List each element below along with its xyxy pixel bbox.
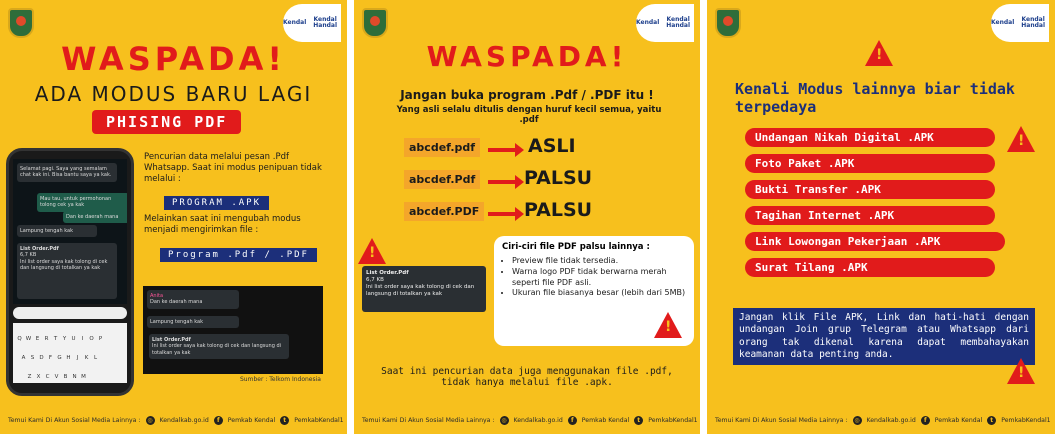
warning-icon (1007, 358, 1035, 384)
instagram-link[interactable]: Kendalkab.go.id (866, 416, 916, 424)
modus-item: Link Lowongan Pekerjaan .APK (745, 232, 1005, 251)
label-palsu: PALSU (524, 167, 593, 189)
logo-text-right: Kendal Handal (666, 16, 691, 29)
warning-icon (654, 312, 682, 338)
twitter-icon: t (280, 416, 289, 425)
keyboard-key[interactable]: N (72, 374, 77, 380)
social-footer (707, 412, 1055, 428)
keyboard-key[interactable]: D (39, 355, 44, 361)
intro-text: Pencurian data melalui pesan .Pdf Whatsapp. Saat ini modus penipuan tidak melalui : (144, 152, 322, 185)
keyboard-key[interactable]: B (63, 374, 68, 380)
facebook-icon: f (568, 416, 577, 425)
chat-message: Selamat pagi. Saya yang semalam chat kak ini. Bisa bantu saya ya kak. (17, 163, 117, 182)
heading: Kenali Modus lainnya biar tidak terpedaya (735, 80, 1015, 116)
instagram-link[interactable]: Kendalkab.go.id (513, 416, 563, 424)
twitter-link[interactable]: PemkabKendal1 (648, 416, 698, 424)
chat-screenshot (143, 286, 323, 374)
file-message (17, 243, 117, 299)
twitter-icon: t (634, 416, 643, 425)
panel-2 (354, 0, 700, 434)
phising-tag: PHISING PDF (92, 110, 241, 134)
keyboard-key[interactable]: I (81, 336, 84, 342)
warning-icon (865, 40, 893, 66)
keyboard-key[interactable]: H (66, 355, 71, 361)
chat-message: Lampung tengah kak (17, 225, 97, 237)
kendal-crest-icon (715, 8, 741, 38)
keyboard-key[interactable]: C (45, 374, 50, 380)
keyboard[interactable] (13, 323, 127, 383)
keyboard-key[interactable]: J (76, 355, 79, 361)
title: WASPADA! (61, 40, 286, 78)
file-name: List Order.Pdf (366, 270, 409, 276)
twitter-link[interactable]: PemkabKendal1 (294, 416, 344, 424)
pdf-pill: Program .Pdf / .PDF (160, 248, 317, 262)
keyboard-key[interactable]: R (44, 336, 49, 342)
footer-label: Temui Kami Di Akun Sosial Media Lainnya : (715, 416, 848, 424)
keyboard-key[interactable]: E (35, 336, 40, 342)
card-title: Ciri-ciri file PDF palsu lainnya : (502, 242, 650, 252)
twitter-icon: t (987, 416, 996, 425)
divider (700, 0, 707, 434)
label-palsu: PALSU (524, 199, 593, 221)
modus-item: Tagihan Internet .APK (745, 206, 995, 225)
keyboard-key[interactable]: W (25, 336, 32, 342)
keyboard-row (15, 344, 125, 363)
kendal-logo (991, 4, 1049, 42)
title: WASPADA! (426, 40, 628, 73)
keyboard-key[interactable]: Y (62, 336, 67, 342)
file-example: abcdef.PDF (404, 202, 484, 221)
keyboard-key[interactable]: S (30, 355, 35, 361)
keyboard-key[interactable]: K (84, 355, 89, 361)
chat-message: Lampung tengah kak (147, 316, 239, 328)
keyboard-key[interactable]: F (48, 355, 53, 361)
warning-icon (358, 238, 386, 264)
modus-item: Foto Paket .APK (745, 154, 995, 173)
source-text: Sumber : Telkom Indonesia (240, 376, 321, 383)
kendal-logo (636, 4, 694, 42)
logo-text-right: Kendal Handal (313, 16, 338, 29)
arrow-icon (488, 180, 516, 184)
keyboard-key[interactable]: O (89, 336, 94, 342)
facebook-link[interactable]: Pemkab Kendal (227, 416, 276, 424)
keyboard-key[interactable]: X (36, 374, 41, 380)
heading: Jangan buka program .Pdf / .PDF itu ! (400, 88, 654, 102)
criteria-item: • Preview file tidak tersedia. (512, 256, 686, 267)
kendal-crest-icon (362, 8, 388, 38)
label-asli: ASLI (528, 135, 576, 157)
bottom-note: Saat ini pencurian data juga menggunakan file .pdf, tidak hanya melalui file .apk. (381, 366, 673, 388)
footer-label: Temui Kami Di Akun Sosial Media Lainnya : (8, 416, 141, 424)
chat-screen (13, 159, 127, 304)
apk-pill: PROGRAM .APK (164, 196, 269, 210)
facebook-icon: f (921, 416, 930, 425)
change-text: Melainkan saat ini mengubah modus menjadi mengirimkan file : (144, 214, 301, 236)
instagram-icon: ◎ (854, 416, 860, 424)
keyboard-key[interactable]: Z (27, 374, 32, 380)
reply-text: Dan ke daerah mana (150, 299, 203, 306)
file-message (362, 266, 486, 312)
divider (347, 0, 354, 434)
facebook-icon: f (214, 416, 223, 425)
keyboard-row (15, 325, 125, 344)
instagram-icon: ◎ (501, 416, 507, 424)
file-example: abcdef.Pdf (404, 170, 480, 189)
logo-text-left: Kendal (636, 19, 660, 26)
keyboard-key[interactable]: L (93, 355, 98, 361)
keyboard-row (15, 363, 125, 382)
logo-text-right: Kendal Handal (1021, 16, 1046, 29)
logo-text-left: Kendal (283, 19, 307, 26)
facebook-link[interactable]: Pemkab Kendal (581, 416, 630, 424)
logo-text-left: Kendal (991, 19, 1015, 26)
panel-3 (707, 0, 1055, 434)
file-message (149, 334, 289, 359)
social-footer (0, 412, 347, 428)
modus-item: Bukti Transfer .APK (745, 180, 995, 199)
facebook-link[interactable]: Pemkab Kendal (934, 416, 983, 424)
keyboard-key[interactable]: Q (17, 336, 22, 342)
message-input[interactable] (13, 307, 127, 319)
warning-box: Jangan klik File APK, Link dan hati-hati dengan undangan Join grup Telegram atau Whatsapp dari orang tak dikenal karena dapat membahayakan keamanan data penting anda. (733, 308, 1035, 365)
criteria-item: • Warna logo PDF tidak berwarna merah seperti file PDF asli. (512, 267, 686, 289)
modus-item: Surat Tilang .APK (745, 258, 995, 277)
file-example: abcdef.pdf (404, 138, 480, 157)
keyboard-key[interactable]: U (71, 336, 76, 342)
file-text: Ini list order saya kak tolong di cek dan langsung di totalkan ya kak (366, 284, 475, 298)
subtitle: ADA MODUS BARU LAGI (34, 82, 313, 106)
social-footer (354, 412, 700, 428)
reply-bubble (147, 290, 239, 309)
keyboard-key[interactable]: V (54, 374, 59, 380)
keyboard-key[interactable]: A (21, 355, 26, 361)
kendal-logo (283, 4, 341, 42)
arrow-icon (488, 148, 516, 152)
instagram-icon: ◎ (147, 416, 153, 424)
footer-label: Temui Kami Di Akun Sosial Media Lainnya : (362, 416, 495, 424)
file-text: Ini list order saya kak tolong di cek dan langsung di totalkan ya kak (152, 343, 282, 356)
arrow-icon (488, 212, 516, 216)
sender-name: Anita (150, 293, 164, 299)
twitter-link[interactable]: PemkabKendal1 (1001, 416, 1051, 424)
instagram-link[interactable]: Kendalkab.go.id (159, 416, 209, 424)
sub-heading: Yang asli selalu ditulis dengan huruf kecil semua, yaitu .pdf (396, 105, 662, 125)
warning-icon (1007, 126, 1035, 152)
modus-item: Undangan Nikah Digital .APK (745, 128, 995, 147)
phone-mockup (6, 148, 134, 396)
file-name: List Order.Pdf (152, 337, 191, 343)
chat-message: Dan ke daerah mana (63, 211, 127, 223)
file-text: Ini list order saya kak tolong di cek dan langsung di totalkan ya kak (20, 258, 108, 271)
file-size: 6,7 KB (20, 252, 37, 259)
panel-1 (0, 0, 347, 434)
keyboard-key[interactable]: T (53, 336, 58, 342)
keyboard-key[interactable]: M (81, 374, 86, 380)
chat-message: Mau tau, untuk permohonan tolong cek ya kak (37, 193, 127, 212)
keyboard-key[interactable]: P (98, 336, 103, 342)
criteria-list (502, 256, 686, 299)
keyboard-key[interactable]: G (57, 355, 62, 361)
file-size: 6,7 KB (366, 277, 384, 284)
kendal-crest-icon (8, 8, 34, 38)
criteria-item: • Ukuran file biasanya besar (lebih dari 5MB) (512, 288, 686, 299)
file-name: List Order.Pdf (20, 246, 59, 252)
